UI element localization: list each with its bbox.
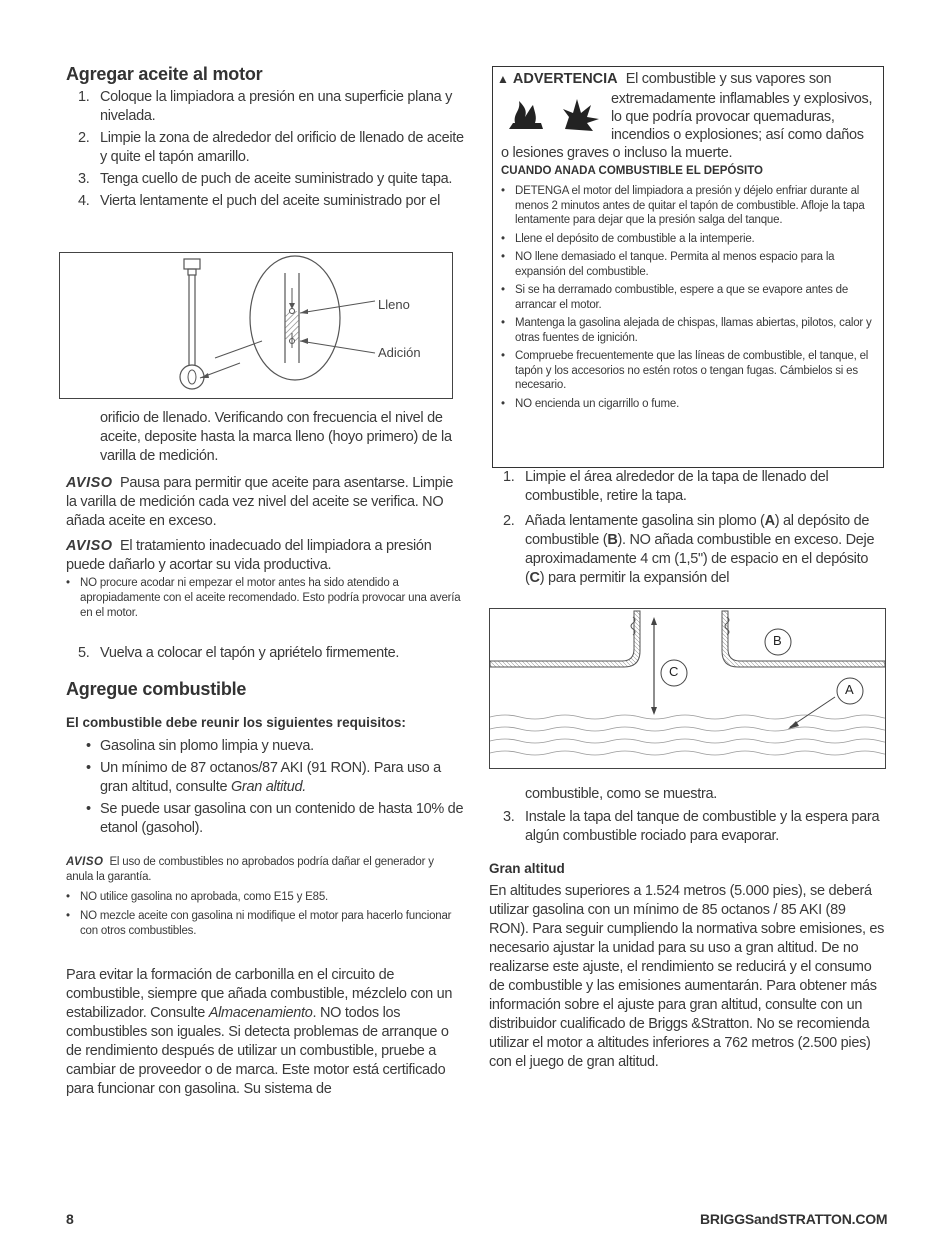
list-item: • Un mínimo de 87 octanos/87 AKI (91 RON). Para uso a gran altitud, consulte Gran altitud.: [86, 760, 441, 795]
list-item: • DETENGA el motor del limpiadora a presión y déjelo enfriar durante al menos 2 minutos antes de quitar el tapón de combustible. Afloje la tapa lentamente para dejar que la presión salga del tanque.: [501, 185, 865, 226]
high-altitude-paragraph: En altitudes superiores a 1.524 metros (5.000 pies), se deberá utilizar gasolina con un mínimo de 85 octanos / 85 AKI (89 RON). Para seguir cumpliendo la normativa sobre emisiones, es necesario ajustar la unidad para su uso a gran altitud. De no realizarse este ajuste, el rendimiento se reducirá y el consumo de combustible y las emisiones aumentarán. Para obtener más información sobre el ajuste para gran altitud, consulte con un distribuidor cualificado de Briggs &Stratton. No se recomienda utilizar el motor a altitudes inferiores a 762 metros (2.500 pies) con el juego de gran altitud.: [489, 883, 885, 1070]
fire-explosion-icons: [503, 93, 611, 137]
list-item: • NO mezcle aceite con gasolina ni modifique el motor para hacerlo funcionar con otros combustibles.: [66, 910, 452, 937]
footer-website: BRIGGSandSTRATTON.COM: [700, 1211, 888, 1227]
stabilizer-paragraph: Para evitar la formación de carbonilla en el circuito de combustible, siempre que añada combustible, mézclelo con un estabilizador. Consulte Almacenamiento. NO todos los combustibles son iguales. Si detecta problemas de arranque o de rendimiento después de utilizar un combustible, pruebe a cambiar de proveedor o de marca. Este motor está certificado para funcionar con gasolina. Su sistema de: [66, 967, 453, 1097]
aviso-2-bullet: • NO procure acodar ni empezar el motor antes ha sido atendido a apropiadamente con el aceite recomendado. Esto podría provocar una avería en el motor.: [66, 577, 461, 619]
page-number: 8: [66, 1211, 74, 1227]
list-item: • NO encienda un cigarrillo o fume.: [501, 397, 680, 410]
aviso-3: AVISO El uso de combustibles no aprobados podría dañar el generador y anula la garantía.: [66, 856, 434, 883]
oil-step-2: 2. Limpie la zona de alrededor del orificio de llenado de aceite y quite el tapón amarillo.: [78, 130, 464, 165]
warning-subheading: CUANDO ANADA COMBUSTIBLE EL DEPÓSITO: [501, 165, 763, 177]
warning-text-last: o lesiones graves o incluso la muerte.: [501, 145, 733, 161]
aviso-2: AVISO El tratamiento inadecuado del limpiadora a presión puede dañarlo y acortar su vida productiva.: [66, 538, 432, 573]
heading-add-oil: Agregar aceite al motor: [66, 64, 263, 84]
list-item: • Si se ha derramado combustible, espere a que se evapore antes de arrancar el motor.: [501, 284, 849, 311]
label-lleno: Lleno: [378, 297, 410, 312]
aviso-1: AVISO Pausa para permitir que aceite para asentarse. Limpie la varilla de medición cada vez nivel del aceite se verifica. NO añada aceite en exceso.: [66, 475, 454, 529]
oil-step-5: 5. Vuelva a colocar el tapón y apriételo firmemente.: [78, 645, 400, 661]
callout-b: B: [773, 633, 782, 648]
dipstick-illustration: [60, 253, 452, 398]
list-item: • NO llene demasiado el tanque. Permita al menos espacio para la expansión del combustible.: [501, 251, 835, 278]
list-item: • NO utilice gasolina no aprobada, como E15 y E85.: [66, 891, 329, 903]
warning-title-line: ▲ ADVERTENCIA El combustible y sus vapores son: [497, 71, 832, 87]
warning-text: extremadamente inflamables y explosivos, lo que podría provocar quemaduras, incendios o explosiones; así como daños: [611, 91, 873, 143]
almacenamiento-link[interactable]: Almacenamiento: [208, 1005, 313, 1021]
label-adicion: Adición: [378, 345, 421, 360]
list-item: • Gasolina sin plomo limpia y nueva.: [86, 738, 314, 754]
fuel-step-2: 2. Añada lentamente gasolina sin plomo (A) al depósito de combustible (B). NO añada combustible en exceso. Deje aproximadamente 4 cm (1,5") de espacio en el depósito (C) para permitir la expansión del: [503, 513, 875, 586]
callout-c: C: [669, 664, 679, 679]
heading-add-fuel: Agregue combustible: [66, 679, 247, 699]
warning-box: [492, 66, 884, 468]
list-item: • Compruebe frecuentemente que las líneas de combustible, el tanque, el tapón y los accesorios no estén rotos o tengan fugas. Cámbielos si es necesario.: [501, 350, 869, 391]
gran-altitud-link[interactable]: Gran altitud.: [230, 779, 307, 795]
callout-a: A: [845, 682, 854, 697]
heading-fuel-requirements: El combustible debe reunir los siguientes requisitos:: [66, 715, 406, 730]
explosion-icon: [563, 99, 599, 131]
oil-step-4: 4. Vierta lentamente el puch del aceite suministrado por el: [78, 193, 441, 209]
oil-step-1: 1. Coloque la limpiadora a presión en una superficie plana y nivelada.: [78, 89, 453, 124]
warning-triangle-icon: ▲: [497, 72, 509, 86]
fuel-step-3: 3. Instale la tapa del tanque de combustible y la espera para algún combustible rociado para evaporar.: [503, 809, 880, 844]
fire-icon: [509, 101, 543, 129]
fuel-step-1: 1. Limpie el área alrededor de la tapa de llenado del combustible, retire la tapa.: [503, 469, 829, 504]
fuel-tank-diagram: [489, 608, 886, 769]
list-item: • Llene el depósito de combustible a la intemperie.: [501, 232, 755, 245]
list-item: • Mantenga la gasolina alejada de chispas, llamas abiertas, pilotos, calor y otras fuentes de ignición.: [501, 317, 872, 344]
dipstick-diagram: [59, 252, 453, 399]
fuel-step-2-continued: combustible, como se muestra.: [525, 786, 717, 802]
oil-step-4-continued: orificio de llenado. Verificando con frecuencia el nivel de aceite, deposite hasta la marca lleno (hoyo primero) de la varilla de medición.: [100, 410, 452, 464]
oil-step-3: 3. Tenga cuello de puch de aceite suministrado y quite tapa.: [78, 171, 453, 187]
oil-steps: [78, 88, 464, 211]
fuel-requirements-list: [86, 737, 464, 838]
list-item: • Se puede usar gasolina con un contenido de hasta 10% de etanol (gasohol).: [86, 801, 464, 836]
warning-bullets: [501, 184, 879, 411]
aviso-3-bullets: [66, 890, 462, 939]
fuel-tank-illustration: [490, 609, 885, 768]
heading-high-altitude: Gran altitud: [489, 861, 565, 876]
